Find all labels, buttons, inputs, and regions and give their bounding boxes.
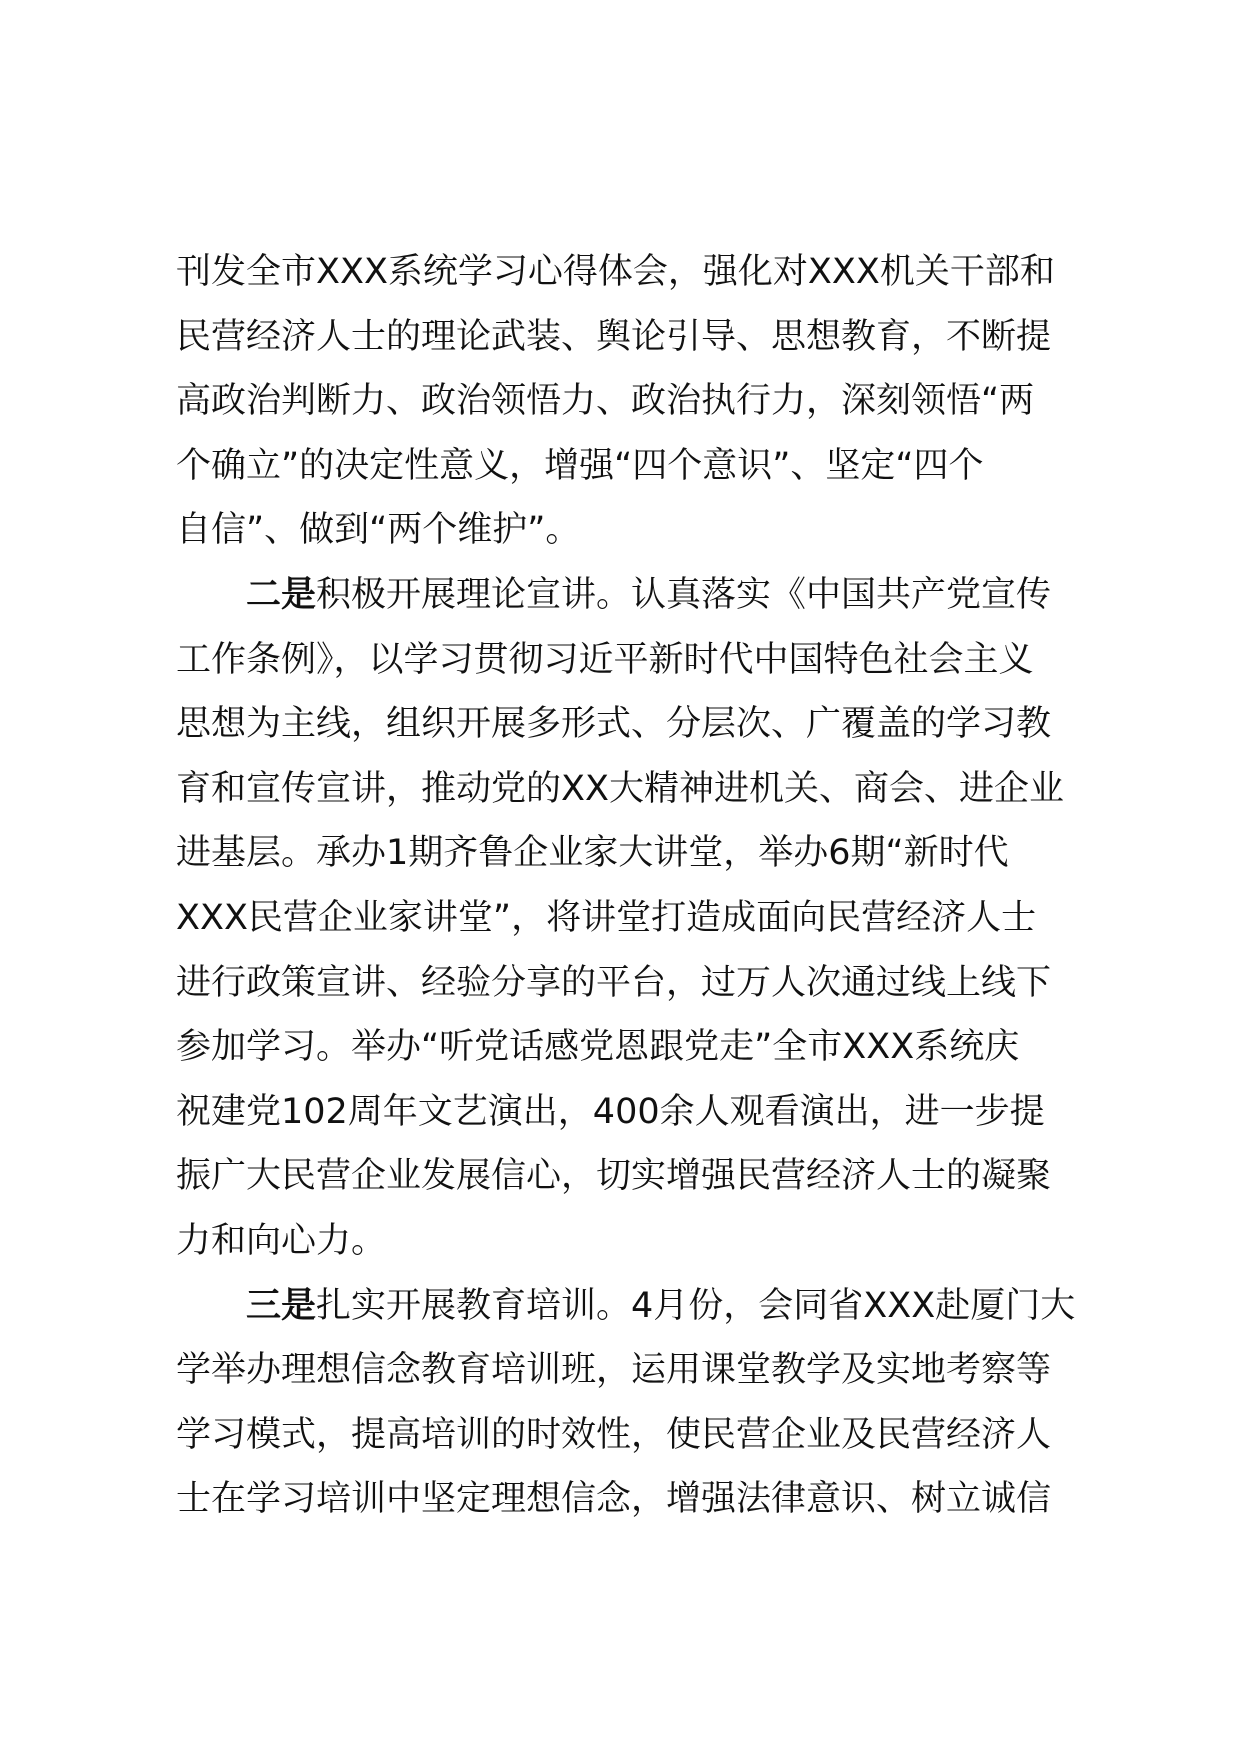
text-line: 思想为主线，组织开展多形式、分层次、广覆盖的学习教 xyxy=(176,704,1052,745)
text-line: 士在学习培训中坚定理想信念，增强法律意识、树立诚信 xyxy=(176,1479,1052,1520)
text-line xyxy=(176,1274,1096,1339)
text-line: 祝建党102周年文艺演出，400余人观看演出，进一步提 xyxy=(176,1091,1045,1132)
text-line xyxy=(176,563,1096,628)
text-line: 自信”、做到“两个维护”。 xyxy=(176,510,581,551)
text-line: 参加学习。举办“听党话感党恩跟党走”全市XXX系统庆 xyxy=(176,1027,1020,1068)
text-line: 振广大民营企业发展信心，切实增强民营经济人士的凝聚 xyxy=(176,1156,1052,1197)
text-line: 进行政策宣讲、经验分享的平台，过万人次通过线上线下 xyxy=(176,962,1052,1003)
text-line: 学举办理想信念教育培训班，运用课堂教学及实地考察等 xyxy=(176,1350,1052,1391)
text-line: 力和向心力。 xyxy=(176,1220,387,1261)
text-line: 学习模式，提高培训的时效性，使民营企业及民营经济人 xyxy=(176,1414,1052,1455)
text-line: 民营经济人士的理论武装、舆论引导、思想教育，不断提 xyxy=(176,316,1052,357)
text-line-content: 积极开展理论宣讲。认真落实《中国共产党宣传 xyxy=(316,574,1052,615)
paragraph-lead: 二是 xyxy=(246,574,317,615)
paragraph-theory-lectures xyxy=(176,563,1096,1274)
text-line: 高政治判断力、政治领悟力、政治执行力，深刻领悟“两 xyxy=(176,381,1035,422)
text-line-content: 扎实开展教育培训。4月份，会同省XXX赴厦门大 xyxy=(316,1285,1076,1326)
text-line: 进基层。承办1期齐鲁企业家大讲堂，举办6期“新时代 xyxy=(176,833,1009,874)
paragraph-education-training xyxy=(176,1274,1096,1532)
document-body xyxy=(176,240,1096,1532)
text-line: 工作条例》，以学习贯彻习近平新时代中国特色社会主义 xyxy=(176,639,1034,680)
text-line: 育和宣传宣讲，推动党的XX大精神进机关、商会、进企业 xyxy=(176,768,1064,809)
text-line: XXX民营企业家讲堂”，将讲堂打造成面向民营经济人士 xyxy=(176,897,1037,938)
text-line: 个确立”的决定性意义，增强“四个意识”、坚定“四个 xyxy=(176,445,984,486)
paragraph-lead: 三是 xyxy=(246,1285,317,1326)
text-line: 刊发全市XXX系统学习心得体会，强化对XXX机关干部和 xyxy=(176,252,1055,292)
paragraph-continued xyxy=(176,240,1096,563)
